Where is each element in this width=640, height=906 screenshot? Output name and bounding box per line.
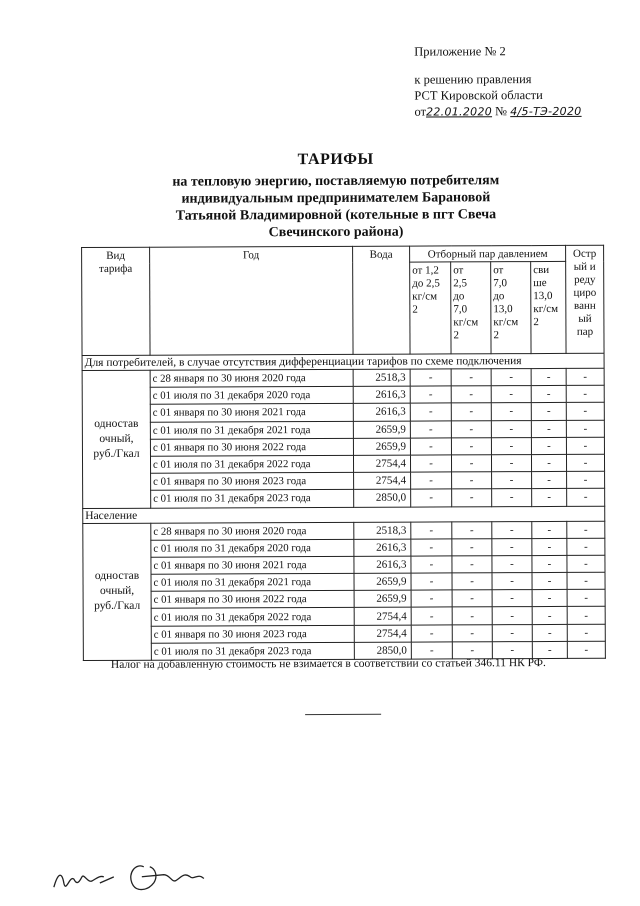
water-value-cell: 2754,4: [354, 472, 411, 489]
header-line: от: [493, 264, 504, 277]
water-value-cell: 2659,9: [353, 421, 410, 438]
water-value-cell: 2754,4: [354, 625, 411, 642]
empty-value-cell: -: [452, 624, 492, 641]
empty-value-cell: -: [492, 590, 532, 607]
empty-value-cell: -: [410, 455, 451, 472]
water-value-cell: 2850,0: [354, 642, 411, 659]
header-line: до: [493, 290, 505, 303]
title-line-1: на тепловую энергию, поставляемую потребителям: [172, 173, 500, 190]
empty-value-cell: -: [452, 472, 492, 489]
authority-line: РСТ Кировской области: [414, 88, 543, 103]
header-kind-line: Вид: [106, 249, 126, 262]
water-value-cell: 2616,3: [354, 556, 411, 573]
header-line: от 1,2: [412, 264, 439, 277]
empty-value-cell: -: [451, 438, 491, 455]
empty-value-cell: -: [492, 641, 532, 658]
title-main: ТАРИФЫ: [297, 150, 374, 169]
empty-value-cell: -: [566, 368, 604, 385]
empty-value-cell: -: [567, 624, 605, 641]
empty-value-cell: -: [531, 437, 566, 454]
header-kind: [82, 247, 150, 355]
vat-note: Налог на добавленную стоимость не взимается в соответствии со статьей 346.11 НК РФ.: [110, 657, 546, 671]
empty-value-cell: -: [452, 573, 492, 590]
header-line: 7,0: [493, 277, 508, 290]
period-cell: с 01 января по 30 июня 2021 года: [151, 556, 354, 574]
header-line: кг/см: [453, 316, 479, 329]
period-cell: с 01 июля по 31 декабря 2022 года: [150, 455, 353, 473]
empty-value-cell: -: [567, 454, 605, 471]
period-cell: с 01 июля по 31 декабря 2021 года: [151, 573, 354, 591]
empty-value-cell: -: [452, 642, 492, 659]
header-line: 2: [453, 329, 459, 342]
empty-value-cell: -: [566, 385, 604, 402]
period-cell: с 01 июля по 31 декабря 2021 года: [150, 421, 353, 439]
header-steam-group: Отборный пар давлением: [410, 245, 566, 262]
section-title: Для потребителей, в случае отсутствия дифференциации тарифов по схеме подключения: [82, 353, 604, 370]
empty-value-cell: -: [532, 521, 567, 538]
empty-value-cell: -: [411, 489, 452, 506]
water-value-cell: 2659,9: [354, 590, 411, 607]
empty-value-cell: -: [411, 607, 452, 624]
water-value-cell: 2518,3: [354, 522, 411, 539]
header-line: кг/см: [412, 290, 438, 303]
water-value-cell: 2754,4: [354, 608, 411, 625]
header-line: Остр: [572, 247, 597, 260]
empty-value-cell: -: [492, 624, 532, 641]
period-cell: с 01 января по 30 июня 2023 года: [151, 472, 354, 490]
empty-value-cell: -: [410, 420, 451, 437]
empty-value-cell: -: [567, 489, 605, 506]
empty-value-cell: -: [532, 555, 567, 572]
empty-value-cell: -: [451, 420, 491, 437]
empty-value-cell: -: [491, 420, 531, 437]
empty-value-cell: -: [567, 641, 605, 658]
empty-value-cell: -: [410, 403, 451, 420]
empty-value-cell: -: [532, 489, 567, 506]
empty-value-cell: -: [566, 420, 604, 437]
empty-value-cell: -: [491, 455, 531, 472]
empty-value-cell: -: [491, 403, 531, 420]
empty-value-cell: -: [451, 403, 491, 420]
header-line: от: [453, 264, 464, 277]
empty-value-cell: -: [531, 454, 566, 471]
period-cell: с 01 января по 30 июня 2021 года: [150, 404, 353, 422]
empty-value-cell: -: [492, 489, 532, 506]
period-cell: с 01 июля по 31 декабря 2023 года: [151, 642, 354, 660]
header-kind-line: тарифа: [99, 262, 133, 275]
empty-value-cell: -: [451, 386, 491, 403]
empty-value-cell: -: [452, 538, 492, 555]
empty-value-cell: -: [566, 437, 604, 454]
water-value-cell: 2616,3: [354, 539, 411, 556]
header-line: 13,0: [493, 303, 513, 316]
empty-value-cell: -: [491, 437, 531, 454]
period-cell: с 01 января по 30 июня 2023 года: [151, 625, 354, 643]
period-cell: с 28 января по 30 июня 2020 года: [150, 369, 353, 387]
empty-value-cell: -: [452, 607, 492, 624]
header-line: 2: [412, 303, 418, 316]
header-line: ый: [578, 312, 592, 325]
header-line: 2,5: [453, 277, 468, 290]
empty-value-cell: -: [491, 386, 531, 403]
water-value-cell: 2518,3: [353, 369, 410, 386]
header-steam-over-13: [531, 261, 566, 353]
empty-value-cell: -: [411, 539, 452, 556]
header-line: кг/см: [533, 302, 559, 316]
period-cell: с 01 июля по 31 декабря 2023 года: [151, 490, 354, 508]
tariff-kind-line: руб./Гкал: [94, 600, 141, 613]
empty-value-cell: -: [531, 386, 566, 403]
empty-value-cell: -: [531, 403, 566, 420]
empty-value-cell: -: [532, 641, 567, 658]
period-cell: с 01 января по 30 июня 2022 года: [151, 591, 354, 609]
header-line: ванн: [573, 299, 596, 312]
empty-value-cell: -: [410, 386, 451, 403]
empty-value-cell: -: [567, 521, 605, 538]
title-line-3: Татьяной Владимировной (котельные в пгт Свеча: [175, 207, 497, 224]
tariff-kind-line: одностав: [94, 570, 140, 583]
number-prefix: №: [495, 104, 508, 119]
empty-value-cell: -: [451, 455, 491, 472]
date-prefix: от: [414, 104, 427, 119]
water-value-cell: 2659,9: [353, 438, 410, 455]
empty-value-cell: -: [411, 590, 452, 607]
decision-line: к решению правления: [414, 72, 532, 87]
empty-value-cell: -: [411, 556, 452, 573]
water-value-cell: 2659,9: [354, 573, 411, 590]
empty-value-cell: -: [411, 521, 452, 538]
header-line: до: [453, 290, 465, 303]
empty-value-cell: -: [411, 625, 452, 642]
empty-value-cell: -: [567, 538, 605, 555]
empty-value-cell: -: [452, 556, 492, 573]
header-line: ше: [533, 277, 547, 290]
water-value-cell: 2754,4: [353, 455, 410, 472]
handwritten-signature: [44, 852, 234, 901]
empty-value-cell: -: [532, 590, 567, 607]
header-line: ый и: [573, 260, 596, 273]
empty-value-cell: -: [492, 607, 532, 624]
header-line: пар: [576, 325, 594, 338]
empty-value-cell: -: [492, 555, 532, 572]
tariff-kind-line: одностав: [94, 417, 139, 430]
title-line-4: Свечинского района): [268, 224, 404, 241]
decision-number: 4/5-ТЭ-2020: [510, 104, 582, 119]
header-line: 2: [533, 316, 539, 329]
tariff-kind-line: руб./Гкал: [93, 447, 140, 460]
empty-value-cell: -: [567, 572, 605, 589]
period-cell: с 01 июля по 31 декабря 2020 года: [150, 387, 353, 405]
header-line: 7,0: [453, 303, 468, 316]
empty-value-cell: -: [567, 607, 605, 624]
decision-date-line: [414, 103, 581, 121]
empty-value-cell: -: [532, 472, 567, 489]
empty-value-cell: -: [410, 438, 451, 455]
header-sharp-steam: [566, 245, 604, 353]
empty-value-cell: -: [532, 538, 567, 555]
water-value-cell: 2616,3: [353, 403, 410, 420]
period-cell: с 01 января по 30 июня 2022 года: [150, 438, 353, 456]
header-year: Год: [150, 246, 353, 355]
section-title: Население: [83, 506, 605, 523]
empty-value-cell: -: [410, 369, 451, 386]
period-cell: с 01 июля по 31 декабря 2020 года: [151, 539, 354, 557]
empty-value-cell: -: [531, 420, 566, 437]
period-cell: с 01 июля по 31 декабря 2022 года: [151, 608, 354, 626]
empty-value-cell: -: [411, 573, 452, 590]
header-steam-7-13: [491, 262, 531, 354]
period-cell: с 28 января по 30 июня 2020 года: [151, 522, 354, 540]
empty-value-cell: -: [532, 624, 567, 641]
empty-value-cell: -: [531, 368, 566, 385]
empty-value-cell: -: [566, 403, 604, 420]
empty-value-cell: -: [411, 472, 452, 489]
empty-value-cell: -: [452, 489, 492, 506]
water-value-cell: 2616,3: [353, 386, 410, 403]
header-water: Вода: [353, 246, 410, 354]
appendix-title: Приложение № 2: [414, 44, 506, 59]
header-line: кг/см: [493, 316, 519, 329]
tariffs-table: [81, 245, 606, 661]
empty-value-cell: -: [492, 521, 532, 538]
document-title: [151, 150, 521, 242]
water-value-cell: 2850,0: [354, 489, 411, 506]
empty-value-cell: -: [452, 590, 492, 607]
header-line: циро: [573, 286, 597, 299]
tariff-kind-line: очный,: [99, 432, 134, 445]
empty-value-cell: -: [492, 538, 532, 555]
header-steam-2-5-7: [451, 262, 491, 354]
tariff-kind-cell: [83, 523, 152, 661]
empty-value-cell: -: [451, 369, 491, 386]
header-line: 2: [493, 329, 499, 342]
empty-value-cell: -: [452, 521, 492, 538]
appendix-block: [414, 43, 581, 121]
empty-value-cell: -: [567, 590, 605, 607]
separator-line: [305, 714, 381, 715]
decision-date: 22.01.2020: [426, 105, 493, 119]
empty-value-cell: -: [491, 369, 531, 386]
empty-value-cell: -: [567, 471, 605, 488]
header-line: до 2,5: [412, 277, 440, 290]
empty-value-cell: -: [411, 642, 452, 659]
header-line: сви: [533, 264, 550, 277]
empty-value-cell: -: [492, 573, 532, 590]
tariff-kind-cell: [82, 370, 151, 508]
tariff-kind-line: очный,: [99, 585, 135, 598]
empty-value-cell: -: [532, 572, 567, 589]
empty-value-cell: -: [492, 472, 532, 489]
empty-value-cell: -: [532, 607, 567, 624]
header-line: 13,0: [533, 289, 553, 303]
header-steam-1-2-5: [410, 262, 451, 354]
empty-value-cell: -: [567, 555, 605, 572]
title-line-2: индивидуальным предпринимателем Барановой: [181, 190, 491, 207]
header-line: реду: [574, 273, 596, 286]
